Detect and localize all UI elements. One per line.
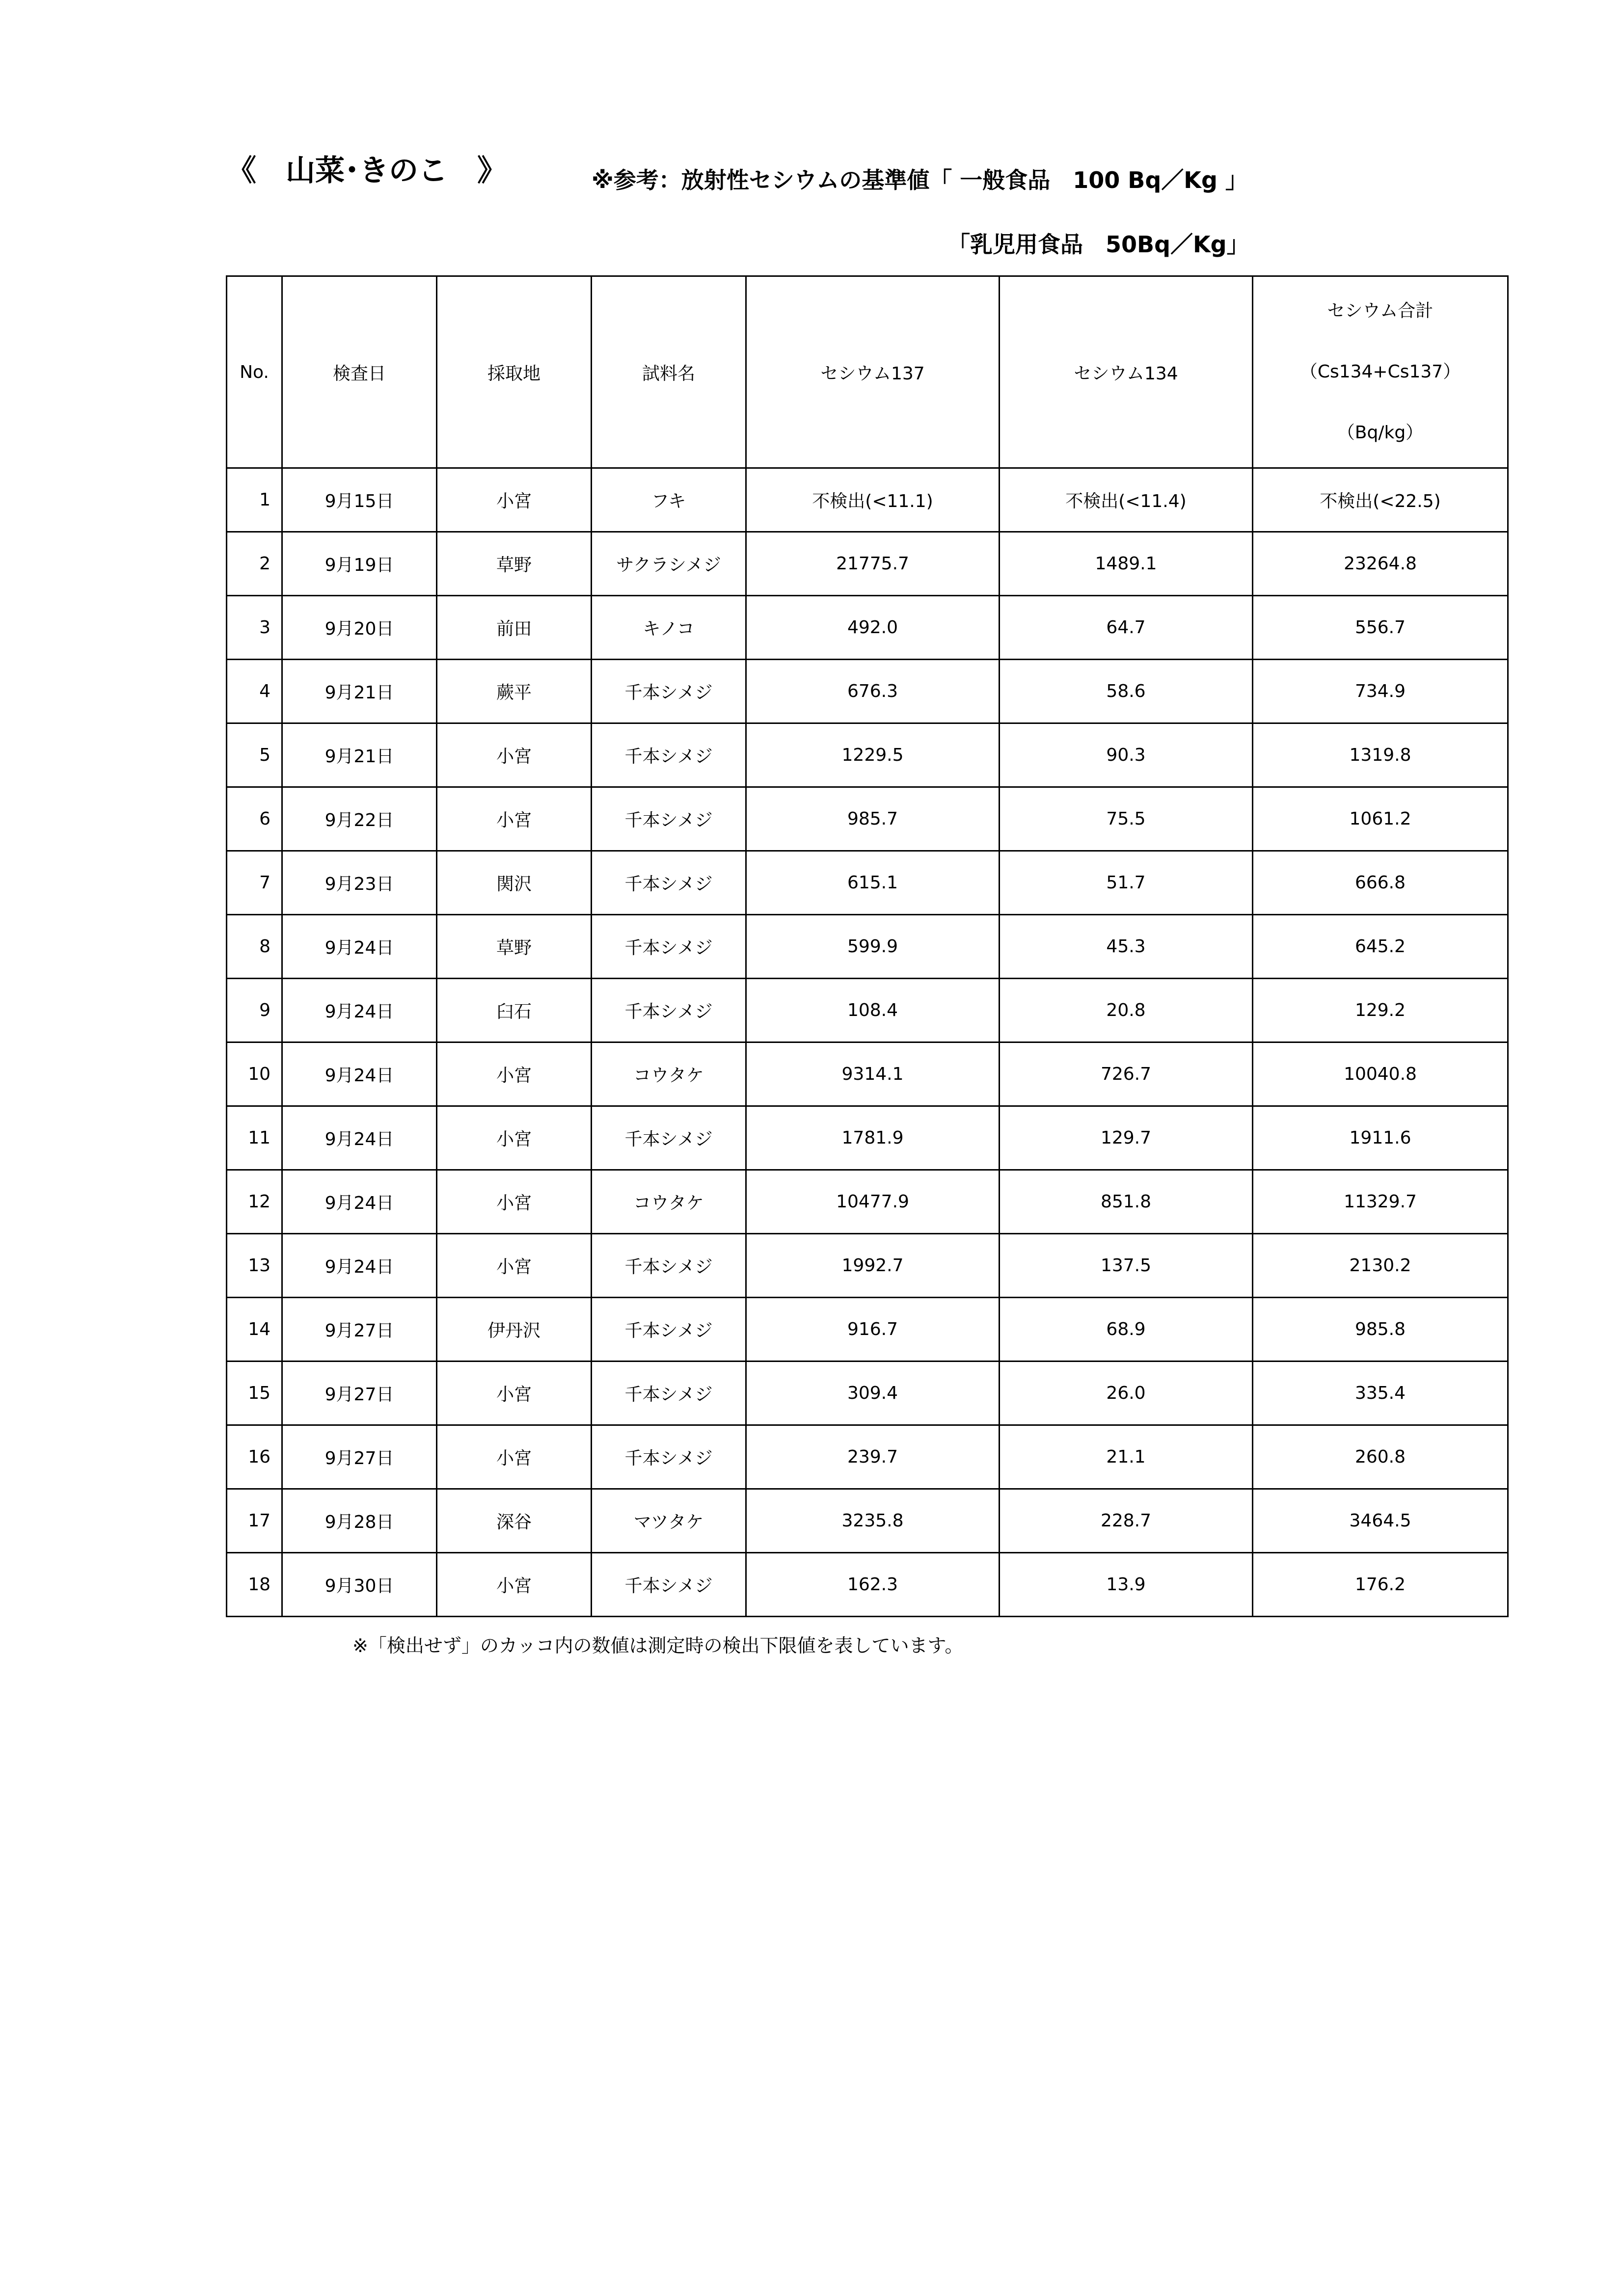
table-row [227,723,1508,787]
cell-total: 1319.8 [1253,723,1508,787]
table-row [227,468,1508,532]
cell-cs134: 26.0 [1000,1362,1253,1425]
cell-cs134: 726.7 [1000,1042,1253,1106]
cell-date: 9月15日 [282,468,437,532]
cell-place: 小宮 [437,1170,592,1234]
cell-date: 9月30日 [282,1553,437,1617]
cell-cs137: 9314.1 [746,1042,1000,1106]
cell-cs134: 129.7 [1000,1106,1253,1170]
cell-total: 不検出(<22.5) [1253,468,1508,532]
page-title: 《 山菜･きのこ 》 [227,154,507,188]
cell-total: 666.8 [1253,851,1508,915]
cell-place: 小宮 [437,787,592,851]
cell-date: 9月24日 [282,979,437,1042]
cell-cs134: 75.5 [1000,787,1253,851]
cell-place: 関沢 [437,851,592,915]
cell-no: 1 [227,468,282,532]
cell-total: 129.2 [1253,979,1508,1042]
cell-no: 9 [227,979,282,1042]
cell-sample: 千本シメジ [592,1362,746,1425]
cell-cs137: 1229.5 [746,723,1000,787]
cell-cs137: 916.7 [746,1298,1000,1362]
cell-place: 草野 [437,532,592,596]
cell-cs134: 20.8 [1000,979,1253,1042]
cell-cs134: 137.5 [1000,1234,1253,1298]
table-row [227,596,1508,660]
cell-cs137: 492.0 [746,596,1000,660]
cell-sample: 千本シメジ [592,979,746,1042]
cell-cs137: 599.9 [746,915,1000,979]
cell-date: 9月23日 [282,851,437,915]
header-total-unit: （Bq/kg） [1337,423,1424,443]
cell-sample: 千本シメジ [592,851,746,915]
cell-cs137: 985.7 [746,787,1000,851]
table-row [227,532,1508,596]
cell-sample: 千本シメジ [592,1553,746,1617]
cell-sample: フキ [592,468,746,532]
cell-sample: 千本シメジ [592,915,746,979]
cell-total: 23264.8 [1253,532,1508,596]
table-row [227,1553,1508,1617]
cell-place: 伊丹沢 [437,1298,592,1362]
cell-cs134: 228.7 [1000,1489,1253,1553]
cell-cs134: 不検出(<11.4) [1000,468,1253,532]
cell-date: 9月21日 [282,660,437,723]
cell-date: 9月27日 [282,1362,437,1425]
cell-cs134: 64.7 [1000,596,1253,660]
cell-cs134: 90.3 [1000,723,1253,787]
cell-total: 335.4 [1253,1362,1508,1425]
cell-place: 蕨平 [437,660,592,723]
header-total-formula: （Cs134+Cs137） [1299,362,1461,382]
cell-date: 9月22日 [282,787,437,851]
cell-total: 3464.5 [1253,1489,1508,1553]
cell-cs137: 162.3 [746,1553,1000,1617]
cell-cs134: 45.3 [1000,915,1253,979]
cell-total: 11329.7 [1253,1170,1508,1234]
cell-place: 深谷 [437,1489,592,1553]
cell-total: 556.7 [1253,596,1508,660]
cell-no: 17 [227,1489,282,1553]
table-row [227,915,1508,979]
table-row [227,660,1508,723]
cell-place: 小宮 [437,1234,592,1298]
cell-place: 前田 [437,596,592,660]
cell-cs137: 10477.9 [746,1170,1000,1234]
cell-sample: 千本シメジ [592,1298,746,1362]
cell-cs134: 68.9 [1000,1298,1253,1362]
cell-date: 9月24日 [282,915,437,979]
cell-date: 9月24日 [282,1234,437,1298]
cell-date: 9月21日 [282,723,437,787]
header-no: No. [227,276,282,468]
header-sample: 試料名 [592,276,746,468]
table-row [227,787,1508,851]
cell-place: 小宮 [437,1042,592,1106]
cell-total: 645.2 [1253,915,1508,979]
cell-total: 1061.2 [1253,787,1508,851]
cell-sample: コウタケ [592,1170,746,1234]
results-table [226,275,1509,1617]
cell-date: 9月20日 [282,596,437,660]
cell-place: 小宮 [437,1106,592,1170]
cell-sample: 千本シメジ [592,787,746,851]
header-total-label: セシウム合計 [1327,301,1434,321]
cell-cs137: 1781.9 [746,1106,1000,1170]
cell-date: 9月28日 [282,1489,437,1553]
cell-total: 10040.8 [1253,1042,1508,1106]
cell-no: 15 [227,1362,282,1425]
cell-total: 260.8 [1253,1425,1508,1489]
cell-total: 176.2 [1253,1553,1508,1617]
cell-place: 草野 [437,915,592,979]
cell-sample: 千本シメジ [592,1425,746,1489]
reference-standard-infant: 「乳児用食品 50Bq／Kg」 [947,231,1249,258]
header-date: 検査日 [282,276,437,468]
cell-sample: サクラシメジ [592,532,746,596]
cell-sample: コウタケ [592,1042,746,1106]
cell-cs137: 309.4 [746,1362,1000,1425]
cell-no: 5 [227,723,282,787]
cell-sample: 千本シメジ [592,1106,746,1170]
cell-cs137: 676.3 [746,660,1000,723]
cell-no: 2 [227,532,282,596]
cell-no: 12 [227,1170,282,1234]
cell-no: 11 [227,1106,282,1170]
table-row [227,1489,1508,1553]
cell-sample: 千本シメジ [592,723,746,787]
cell-date: 9月27日 [282,1425,437,1489]
cell-no: 14 [227,1298,282,1362]
cell-date: 9月24日 [282,1106,437,1170]
cell-cs134: 1489.1 [1000,532,1253,596]
cell-place: 小宮 [437,1553,592,1617]
cell-total: 2130.2 [1253,1234,1508,1298]
table-row [227,1106,1508,1170]
table-row [227,1362,1508,1425]
cell-place: 小宮 [437,1425,592,1489]
cell-date: 9月27日 [282,1298,437,1362]
cell-total: 734.9 [1253,660,1508,723]
cell-cs134: 51.7 [1000,851,1253,915]
cell-place: 小宮 [437,723,592,787]
cell-no: 6 [227,787,282,851]
cell-cs137: 3235.8 [746,1489,1000,1553]
table-header-row [227,276,1508,468]
cell-cs134: 21.1 [1000,1425,1253,1489]
cell-no: 13 [227,1234,282,1298]
cell-cs134: 851.8 [1000,1170,1253,1234]
cell-no: 4 [227,660,282,723]
cell-sample: 千本シメジ [592,1234,746,1298]
cell-cs137: 1992.7 [746,1234,1000,1298]
cell-place: 臼石 [437,979,592,1042]
cell-cs137: 不検出(<11.1) [746,468,1000,532]
cell-no: 16 [227,1425,282,1489]
cell-cs137: 239.7 [746,1425,1000,1489]
header-cs134: セシウム134 [1000,276,1253,468]
cell-no: 18 [227,1553,282,1617]
table-row [227,1170,1508,1234]
cell-sample: 千本シメジ [592,660,746,723]
header-place: 採取地 [437,276,592,468]
table-body [227,468,1508,1617]
cell-no: 10 [227,1042,282,1106]
table-row [227,851,1508,915]
cell-cs134: 13.9 [1000,1553,1253,1617]
cell-sample: マツタケ [592,1489,746,1553]
table-row [227,1042,1508,1106]
header-total [1253,276,1508,468]
table-row [227,979,1508,1042]
cell-cs134: 58.6 [1000,660,1253,723]
table-row [227,1425,1508,1489]
footnote: ※「検出せず」のカッコ内の数値は測定時の検出下限値を表しています。 [352,1635,964,1656]
cell-no: 7 [227,851,282,915]
cell-place: 小宮 [437,468,592,532]
cell-cs137: 108.4 [746,979,1000,1042]
cell-date: 9月19日 [282,532,437,596]
cell-date: 9月24日 [282,1170,437,1234]
cell-total: 1911.6 [1253,1106,1508,1170]
cell-cs137: 615.1 [746,851,1000,915]
table-row [227,1234,1508,1298]
table-row [227,1298,1508,1362]
cell-place: 小宮 [437,1362,592,1425]
cell-sample: キノコ [592,596,746,660]
cell-no: 3 [227,596,282,660]
cell-cs137: 21775.7 [746,532,1000,596]
cell-date: 9月24日 [282,1042,437,1106]
reference-standard-general: ※参考：放射性セシウムの基準値「 一般食品 100 Bq／Kg 」 [592,167,1248,193]
cell-total: 985.8 [1253,1298,1508,1362]
header-cs137: セシウム137 [746,276,1000,468]
cell-no: 8 [227,915,282,979]
